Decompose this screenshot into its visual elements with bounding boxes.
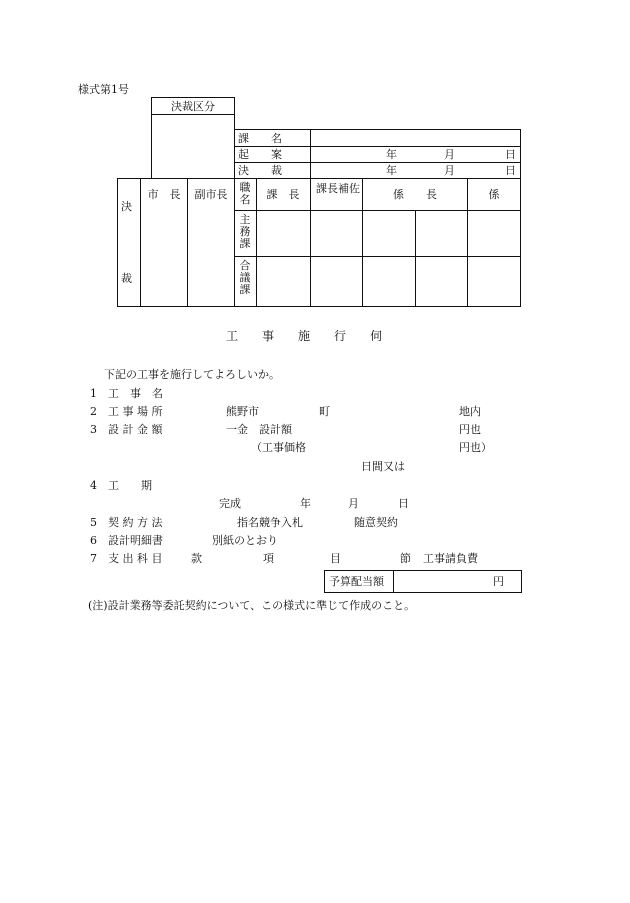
item1-num: 1 <box>90 387 97 400</box>
item2-num: 2 <box>90 405 97 418</box>
item4-month: 月 <box>348 497 359 510</box>
item3-amount: 一金 設計額 <box>226 423 292 436</box>
item4-year: 年 <box>300 497 311 510</box>
page-title: 工 事 施 行 伺 <box>226 329 383 343</box>
item3-num: 3 <box>90 423 97 436</box>
row-main-section: 主務課 <box>239 213 251 250</box>
intro-text: 下記の工事を施行してよろしいか。 <box>104 368 280 381</box>
item6-value: 別紙のとおり <box>212 534 278 547</box>
side-label-ketsu: 決 <box>121 200 132 213</box>
kian-day: 日 <box>505 148 516 161</box>
header-vice-mayor: 副市長 <box>194 188 228 201</box>
item7-setsu: 節 <box>400 552 411 565</box>
kian-year: 年 <box>386 148 397 161</box>
item2-label: 工 事 場 所 <box>108 405 163 418</box>
item5-label: 契 約 方 法 <box>108 516 163 529</box>
item2-lot: 地内 <box>459 405 481 418</box>
item7-label: 支 出 科 目 <box>108 552 163 565</box>
kian-month: 月 <box>444 148 455 161</box>
item3-sub-yen: 円也） <box>459 441 492 454</box>
days-text: 日間又は <box>361 460 405 473</box>
item7-expense: 工事請負費 <box>423 552 478 565</box>
kessai-kubun-label: 決裁区分 <box>171 100 215 113</box>
item1-label: 工 事 名 <box>108 387 163 400</box>
budget-yen: 円 <box>493 575 504 588</box>
item3-label: 設 計 金 額 <box>108 423 163 436</box>
item4-num: 4 <box>90 479 97 492</box>
kessai-year: 年 <box>386 164 397 177</box>
header-assistant-chief: 課長補佐 <box>316 182 360 195</box>
item3-yen: 円也 <box>459 423 481 436</box>
item5-opt1: 指名競争入札 <box>237 516 303 529</box>
footnote: (注)設計業務等委託契約について、この様式に準じて作成のこと。 <box>88 599 416 612</box>
header-kakari: 係 <box>488 188 500 201</box>
side-label-sai: 裁 <box>121 272 132 285</box>
header-label-kamei: 課 名 <box>238 132 282 145</box>
header-label-kian: 起 案 <box>238 148 282 161</box>
item2-city: 熊野市 <box>226 405 259 418</box>
header-shokumei: 職名 <box>239 181 251 206</box>
item7-num: 7 <box>90 552 97 565</box>
item5-num: 5 <box>90 516 97 529</box>
item7-kou: 項 <box>263 552 274 565</box>
item5-opt2: 随意契約 <box>354 516 398 529</box>
item7-moku: 目 <box>330 552 341 565</box>
item2-town: 町 <box>319 405 330 418</box>
header-label-kessai: 決 裁 <box>238 164 282 177</box>
item7-kan: 款 <box>191 552 202 565</box>
kessai-day: 日 <box>505 164 516 177</box>
kessai-month: 月 <box>444 164 455 177</box>
header-section-chief: 課 長 <box>266 188 300 201</box>
header-kakari-chief: 係 長 <box>393 188 437 201</box>
item6-num: 6 <box>90 534 97 547</box>
item4-complete: 完成 <box>219 497 241 510</box>
row-consult-section: 合議課 <box>239 259 251 296</box>
item4-label: 工 期 <box>108 479 152 492</box>
budget-label: 予算配当額 <box>329 575 384 588</box>
item6-label: 設計明細書 <box>108 534 163 547</box>
form-number: 様式第1号 <box>78 83 129 96</box>
item3-sub: （工事価格 <box>251 441 306 454</box>
header-mayor: 市 長 <box>147 188 181 201</box>
item4-day: 日 <box>398 497 409 510</box>
